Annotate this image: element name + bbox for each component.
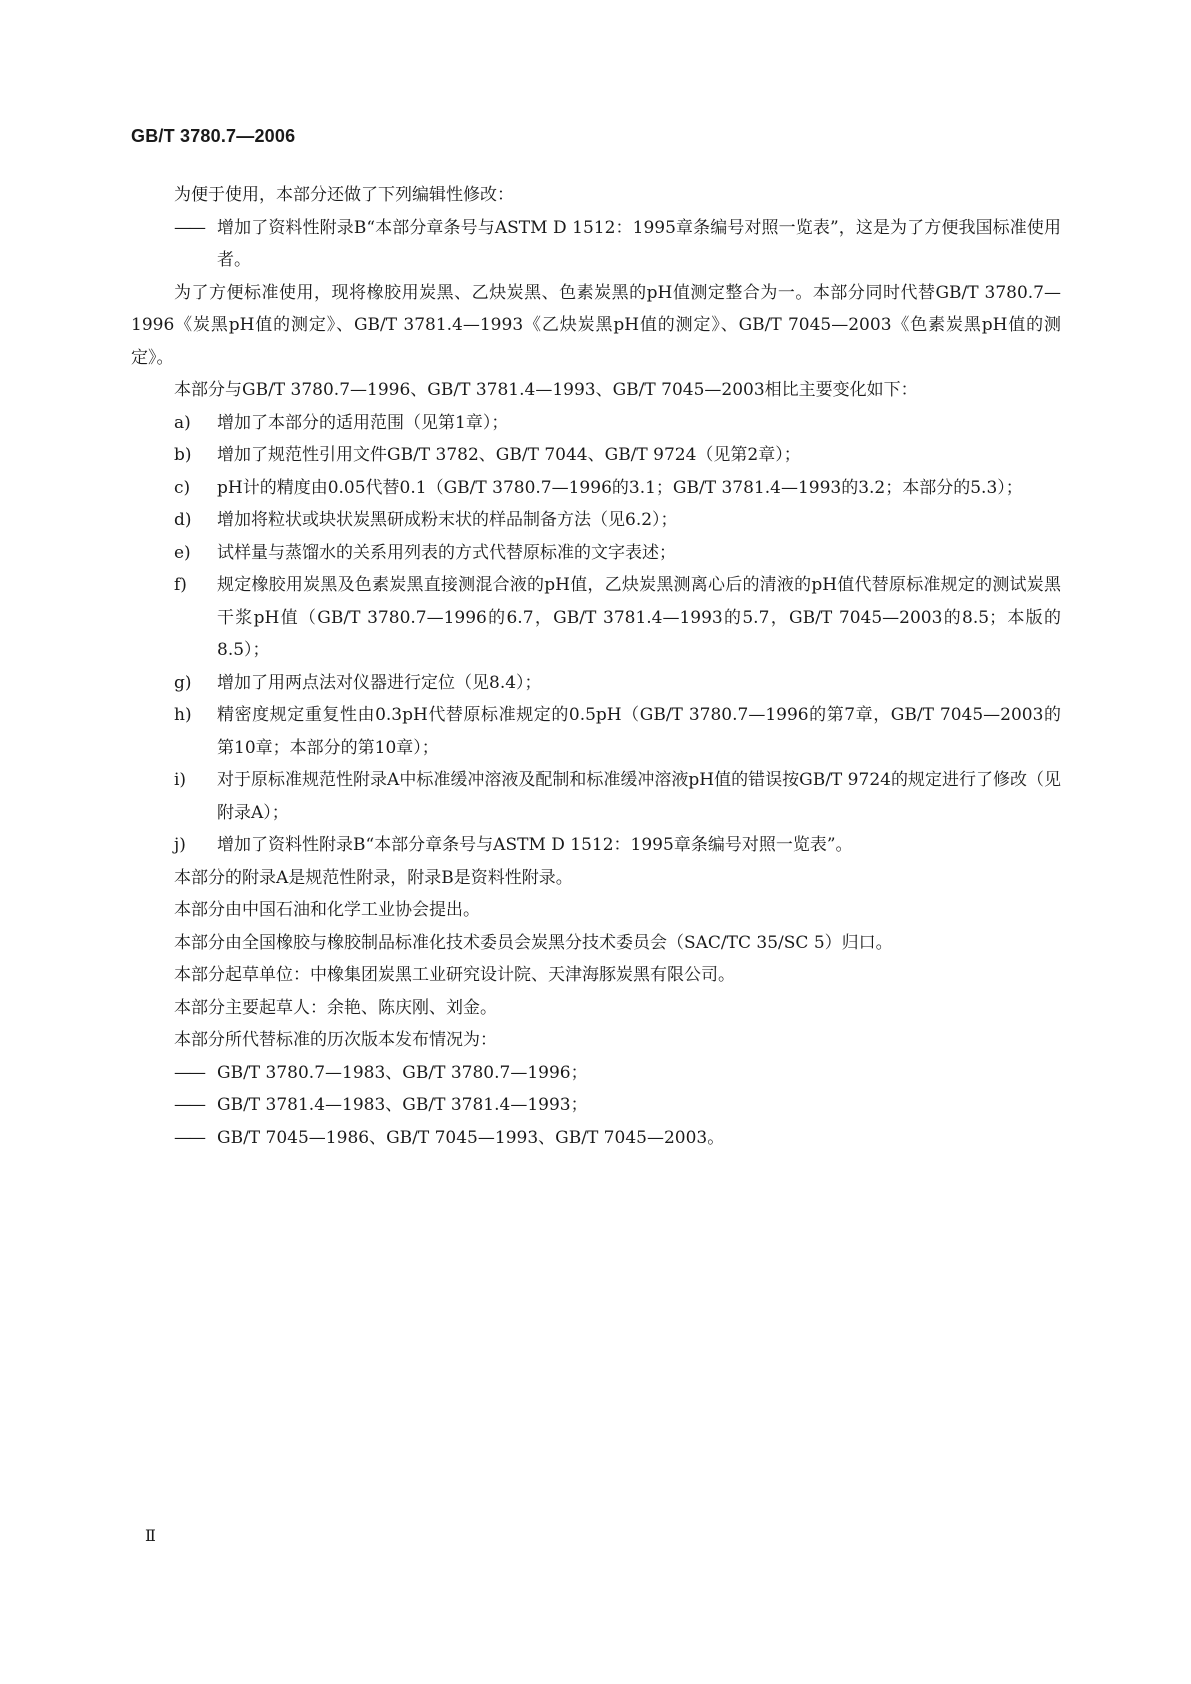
list-marker: i): [174, 770, 187, 790]
list-item-text: 试样量与蒸馏水的关系用列表的方式代替原标准的文字表述；: [217, 542, 676, 563]
list-item-text: 增加了本部分的适用范围（见第1章）；: [217, 412, 509, 433]
change-item-b: [131, 439, 1061, 472]
standard-number-header: GB/T 3780.7—2006: [131, 126, 296, 146]
changes-list: [131, 407, 1061, 862]
history-intro-paragraph: 本部分所代替标准的历次版本发布情况为：: [174, 1030, 497, 1050]
history-list: [131, 1057, 1061, 1155]
list-marker: c): [174, 477, 191, 498]
change-item-d: [131, 504, 1061, 537]
list-marker: d): [174, 510, 192, 530]
changes-intro-paragraph: 本部分与GB/T 3780.7—1996、GB/T 3781.4—1993、GB/T 7045—2003相比主要变化如下：: [174, 380, 918, 400]
history-item: [131, 1057, 1061, 1090]
drafting-units-paragraph: 本部分起草单位：中橡集团炭黑工业研究设计院、天津海豚炭黑有限公司。: [174, 965, 735, 985]
annex-paragraph: 本部分的附录A是规范性附录，附录B是资料性附录。: [174, 867, 573, 888]
list-item-text: 增加将粒状或块状炭黑研成粉末状的样品制备方法（见6.2）；: [217, 510, 678, 530]
list-item-text: 对于原标准规范性附录A中标准缓冲溶液及配制和标准缓冲溶液pH值的错误按GB/T 9724的规定进行了修改（见附录A）；: [217, 770, 1061, 823]
drafters-paragraph: 本部分主要起草人：余艳、陈庆刚、刘金。: [174, 997, 497, 1018]
dash-marker: ——: [174, 1095, 204, 1115]
proposed-by-paragraph: 本部分由中国石油和化学工业协会提出。: [174, 900, 480, 920]
dash-marker: ——: [174, 1062, 204, 1083]
centralized-by-paragraph: 本部分由全国橡胶与橡胶制品标准化技术委员会炭黑分技术委员会（SAC/TC 35/SC 5）归口。: [174, 932, 893, 953]
editorial-list-item: [131, 212, 1061, 277]
change-item-c: [131, 472, 1061, 505]
list-marker: e): [174, 542, 191, 563]
list-marker: f): [174, 575, 187, 595]
history-item: [131, 1089, 1061, 1122]
editorial-intro-paragraph: 为便于使用，本部分还做了下列编辑性修改：: [174, 185, 514, 205]
history-item: [131, 1122, 1061, 1155]
list-item-text: 增加了资料性附录B“本部分章条号与ASTM D 1512：1995章条编号对照一览表”。: [217, 835, 853, 855]
list-item-text: 规定橡胶用炭黑及色素炭黑直接测混合液的pH值，乙炔炭黑测离心后的清液的pH值代替原标准规定的测试炭黑干浆pH值（GB/T 3780.7—1996的6.7，GB/T 3781.4—1993的5.7，GB/T 7045—2003的8.5；本版的8.5）；: [217, 575, 1061, 660]
foreword-content: [131, 179, 1061, 1154]
change-item-j: [131, 829, 1061, 862]
history-item-text: GB/T 3781.4—1983、GB/T 3781.4—1993；: [217, 1095, 588, 1115]
list-item-text: 增加了用两点法对仪器进行定位（见8.4）；: [217, 672, 542, 693]
change-item-e: [131, 537, 1061, 570]
list-marker: b): [174, 445, 192, 465]
integration-paragraph: 为了方便标准使用，现将橡胶用炭黑、乙炔炭黑、色素炭黑的pH值测定整合为一。本部分同时代替GB/T 3780.7—1996《炭黑pH值的测定》、GB/T 3781.4—1993《乙炔炭黑pH值的测定》、GB/T 7045—2003《色素炭黑pH值的测定》。: [131, 282, 1061, 368]
list-marker: a): [174, 412, 191, 433]
change-item-i: [131, 764, 1061, 829]
editorial-item-text: 增加了资料性附录B“本部分章条号与ASTM D 1512：1995章条编号对照一览表”，这是为了方便我国标准使用者。: [217, 217, 1061, 270]
change-item-f: [131, 569, 1061, 667]
page-number: Ⅱ: [145, 1526, 156, 1545]
list-item-text: 增加了规范性引用文件GB/T 3782、GB/T 7044、GB/T 9724（见第2章）；: [217, 445, 801, 465]
list-marker: g): [174, 672, 192, 693]
change-item-a: [131, 407, 1061, 440]
list-marker: j): [174, 835, 186, 855]
history-item-text: GB/T 7045—1986、GB/T 7045—1993、GB/T 7045—2003。: [217, 1127, 725, 1148]
dash-marker: ——: [174, 217, 204, 238]
change-item-g: [131, 667, 1061, 700]
history-item-text: GB/T 3780.7—1983、GB/T 3780.7—1996；: [217, 1062, 588, 1083]
list-marker: h): [174, 705, 192, 725]
dash-marker: ——: [174, 1127, 204, 1148]
list-item-text: pH计的精度由0.05代替0.1（GB/T 3780.7—1996的3.1；GB/T 3781.4—1993的3.2；本部分的5.3）；: [217, 477, 1023, 498]
list-item-text: 精密度规定重复性由0.3pH代替原标准规定的0.5pH（GB/T 3780.7—1996的第7章，GB/T 7045—2003的第10章；本部分的第10章）；: [217, 705, 1061, 758]
change-item-h: [131, 699, 1061, 764]
